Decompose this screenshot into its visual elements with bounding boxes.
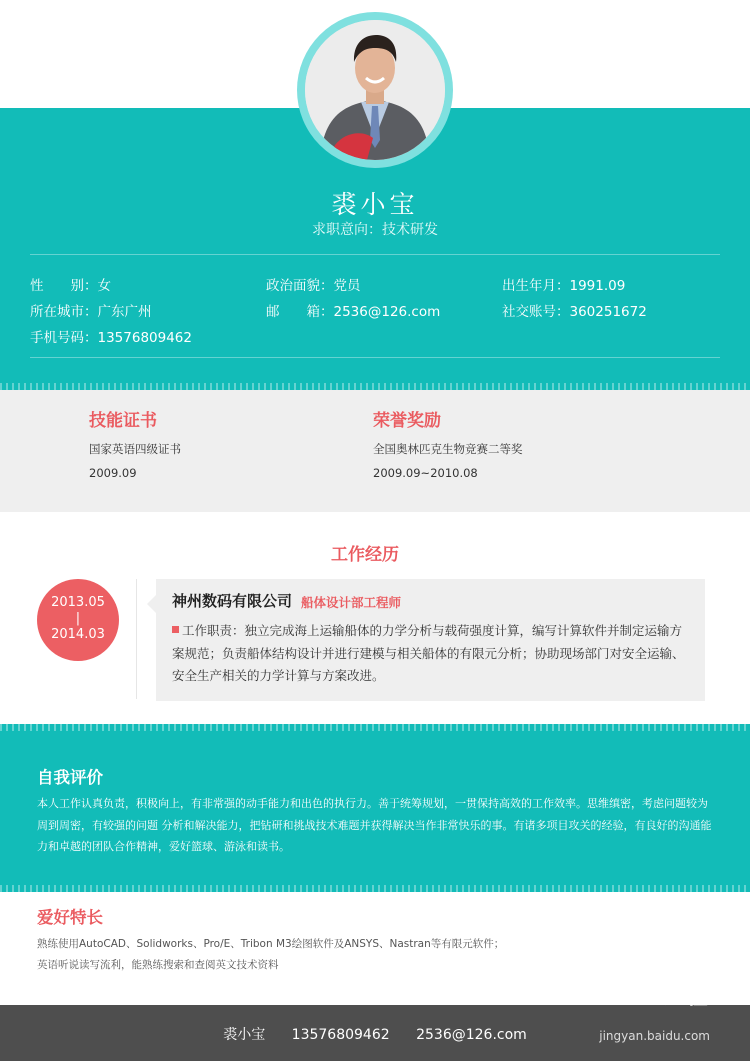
hobby-text xyxy=(37,934,657,976)
header-divider-top xyxy=(30,254,720,255)
info-phone: 手机号码：13576809462 xyxy=(30,330,192,346)
info-city: 所在城市：广东广州 xyxy=(30,304,152,320)
candidate-name: 裘小宝 xyxy=(331,190,419,219)
header-band-fringe xyxy=(0,383,750,390)
honors-date: 2009.09~2010.08 xyxy=(373,466,478,480)
self-eval-fringe-bottom xyxy=(0,885,750,892)
skills-date: 2009.09 xyxy=(89,466,137,480)
footer-phone: 13576809462 xyxy=(291,1027,390,1043)
honors-title: 荣誉奖励 xyxy=(373,411,441,431)
self-eval-fringe-top xyxy=(0,724,750,731)
hobby-line-2: 英语听说读写流利，能熟练搜索和查阅英文技术资料 xyxy=(37,959,279,971)
footer-name: 裘小宝 xyxy=(223,1027,266,1043)
work-date-end: 2014.03 xyxy=(51,627,105,642)
honors-item: 全国奥林匹克生物竞赛二等奖 xyxy=(373,442,523,456)
info-social: 社交账号：360251672 xyxy=(502,304,647,320)
skills-item: 国家英语四级证书 xyxy=(89,442,181,456)
work-date-sep: | xyxy=(75,611,81,626)
self-eval-text: 本人工作认真负责，积极向上，有非常强的动手能力和出色的执行力。善于统筹规划，一贯保持高效的工作效率。思维缜密，考虑问题较为周到周密，有较强的问题 分析和解决能力，把钻研和挑战技术难题并获得解决当作非常快乐的事。有诸多项目攻关的经验，有良好的沟通能力和卓越的团队合作精神，爱好篮球、游泳和读书。 xyxy=(37,797,712,853)
info-email: 邮 箱：2536@126.com xyxy=(266,304,441,320)
avatar-photo xyxy=(305,20,445,160)
work-position: 船体设计部工程师 xyxy=(301,595,402,610)
work-date-circle xyxy=(37,579,119,661)
hobby-line-1: 熟练使用AutoCAD、Solidworks、Pro/E、Tribon M3绘图软件及ANSYS、Nastran等有限元软件； xyxy=(37,938,505,950)
work-duty-text: 工作职责：独立完成海上运输船体的力学分析与载荷强度计算，编写计算软件并制定运输方案规范；负责船体结构设计并进行建模与相关船体的有限元分析；协助现场部门对安全运输、安全生产相关的力学计算与方案改进。 xyxy=(172,623,685,683)
info-gender: 性 别：女 xyxy=(30,278,111,294)
avatar xyxy=(305,20,445,160)
work-title: 工作经历 xyxy=(331,545,399,565)
hobby-title: 爱好特长 xyxy=(37,908,103,927)
timeline-line xyxy=(136,579,137,699)
info-political: 政治面貌：党员 xyxy=(266,278,361,294)
footer-email: 2536@126.com xyxy=(416,1027,527,1043)
watermark-url: jingyan.baidu.com xyxy=(599,1029,710,1043)
skills-title: 技能证书 xyxy=(89,411,157,431)
info-birth: 出生年月：1991.09 xyxy=(502,278,626,294)
header-divider-bottom xyxy=(30,357,720,358)
work-duty xyxy=(172,620,692,688)
bullet-icon xyxy=(172,626,179,633)
work-date-start: 2013.05 xyxy=(51,595,105,610)
watermark-logo: Bai经验 xyxy=(624,985,708,1010)
self-eval-title: 自我评价 xyxy=(37,768,103,787)
work-company: 神州数码有限公司 xyxy=(172,592,293,610)
job-intent: 求职意向：技术研发 xyxy=(312,222,438,238)
